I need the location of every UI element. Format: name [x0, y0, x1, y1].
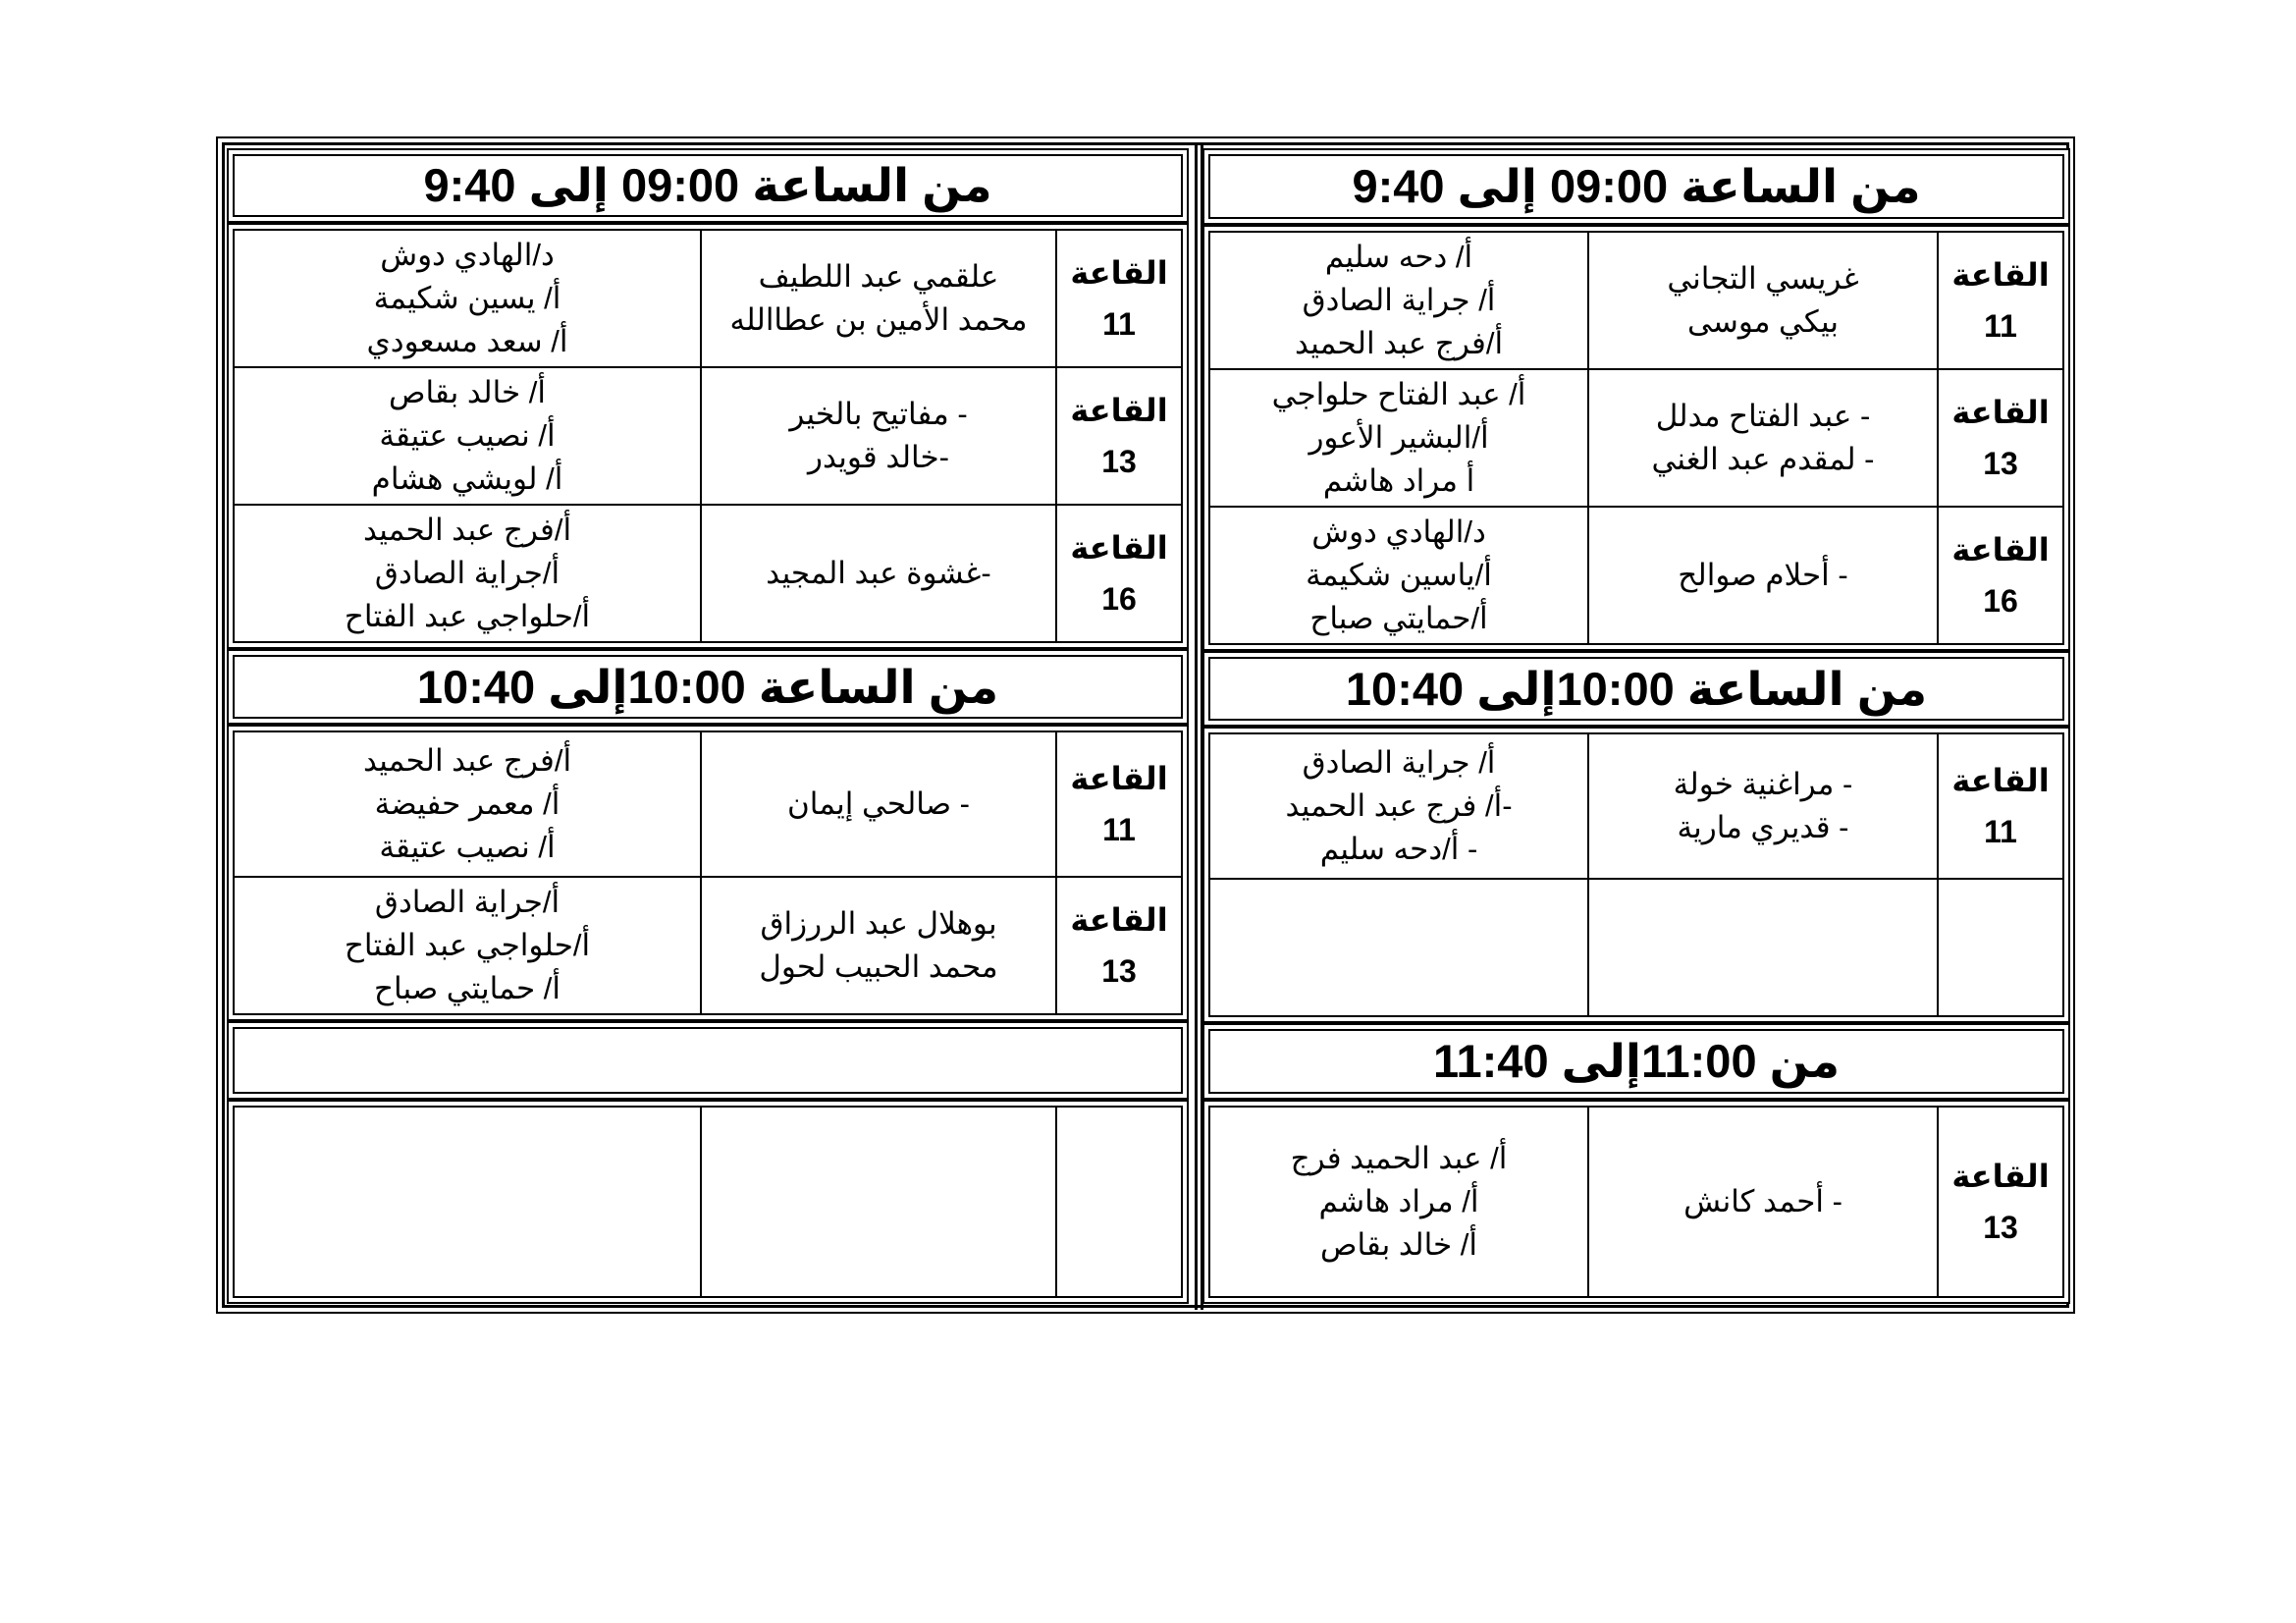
table-row — [1210, 734, 2062, 880]
student-name: بيكي موسى — [1687, 303, 1839, 339]
hall-label: القاعة — [1070, 760, 1168, 796]
committee-cell — [1210, 734, 1587, 878]
hall-cell — [1937, 508, 2062, 643]
hall-label: القاعة — [1070, 393, 1168, 429]
session-table — [233, 229, 1183, 643]
committee-member: أ/حلواجي عبد الفتاح — [344, 927, 591, 962]
committee-member: أ/جراية الصادق — [374, 556, 561, 591]
hall-cell — [1055, 878, 1181, 1013]
hall-cell — [1055, 231, 1181, 366]
hall-cell — [1937, 1108, 2062, 1296]
committee-member: - أ/دحه سليم — [1319, 832, 1478, 867]
table-row — [1210, 1108, 2062, 1296]
session-table — [233, 730, 1183, 1015]
session-table — [1208, 1106, 2064, 1298]
session-table — [233, 1106, 1183, 1298]
student-name: - عبد الفتاح مدلل — [1655, 398, 1871, 433]
students-cell — [700, 1108, 1055, 1296]
hall-number: 11 — [1984, 814, 2017, 850]
table-row — [1210, 880, 2062, 1015]
student-name: - صالحي إيمان — [787, 785, 970, 821]
students-cell — [700, 506, 1055, 641]
hall-number: 11 — [1984, 307, 2017, 344]
session-table — [1208, 231, 2064, 645]
student-name: غريسي التجاني — [1667, 260, 1859, 296]
committee-member: أ/حلواجي عبد الفتاح — [344, 599, 591, 634]
committee-cell — [235, 878, 700, 1013]
student-name: محمد الأمين بن عطاالله — [729, 302, 1028, 338]
hall-number: 11 — [1102, 306, 1136, 343]
session-time-header — [233, 1027, 1183, 1094]
hall-cell — [1937, 370, 2062, 506]
committee-member: د/الهادي دوش — [1311, 514, 1486, 549]
committee-member: أ مراد هاشم — [1322, 462, 1475, 498]
table-row — [235, 231, 1181, 368]
hall-cell — [1055, 368, 1181, 504]
session-table — [1208, 732, 2064, 1017]
committee-member: أ/ دحه سليم — [1324, 239, 1473, 274]
student-name: -غشوة عبد المجيد — [766, 556, 991, 591]
hall-label: القاعة — [1070, 530, 1168, 567]
committee-cell — [235, 732, 700, 876]
left-panel — [227, 148, 1189, 1304]
committee-member: أ/ سعد مسعودي — [366, 324, 568, 359]
hall-number: 13 — [1983, 1210, 2018, 1246]
students-cell — [1587, 370, 1937, 506]
committee-member: أ/ معمر حفيضة — [374, 785, 561, 821]
table-row — [1210, 233, 2062, 370]
hall-cell — [1055, 506, 1181, 641]
student-name: - قديري مارية — [1677, 810, 1849, 845]
committee-member: أ/ نصيب عتيقة — [379, 418, 556, 454]
session-time-header: من 11:00إلى 11:40 — [1208, 1029, 2064, 1094]
committee-member: أ/ جراية الصادق — [1302, 745, 1496, 781]
students-cell — [700, 732, 1055, 876]
committee-member: أ/فرج عبد الحميد — [362, 742, 572, 778]
committee-cell — [1210, 1108, 1587, 1296]
committee-member: أ/حمايتي صباح — [1309, 600, 1488, 635]
hall-cell — [1937, 734, 2062, 878]
table-row — [235, 732, 1181, 878]
hall-label: القاعة — [1070, 255, 1168, 292]
committee-cell — [235, 368, 700, 504]
committee-member: -أ/ فرج عبد الحميد — [1285, 788, 1513, 824]
students-cell — [1587, 233, 1937, 368]
hall-number: 13 — [1983, 445, 2018, 481]
committee-member: أ/ يسين شكيمة — [373, 281, 561, 316]
hall-number: 13 — [1101, 952, 1137, 989]
table-row — [235, 506, 1181, 641]
committee-member: أ/ عبد الفتاح حلواجي — [1271, 376, 1526, 411]
student-name: - مراغنية خولة — [1673, 767, 1853, 802]
committee-member: أ/ نصيب عتيقة — [379, 829, 556, 864]
hall-label: القاعة — [1951, 256, 2050, 293]
committee-member: د/الهادي دوش — [380, 238, 555, 273]
committee-member: أ/فرج عبد الحميد — [1294, 325, 1504, 360]
hall-number: 13 — [1101, 444, 1137, 480]
committee-member: أ/ لويشي هشام — [371, 461, 563, 497]
hall-number: 16 — [1983, 582, 2018, 619]
center-divider — [1195, 142, 1198, 1310]
students-cell — [700, 231, 1055, 366]
student-name: محمد الحبيب لحول — [759, 948, 998, 984]
table-row — [1210, 370, 2062, 508]
committee-cell — [1210, 880, 1587, 1015]
students-cell — [1587, 1108, 1937, 1296]
hall-cell — [1055, 1108, 1181, 1296]
committee-cell — [1210, 370, 1587, 506]
committee-member: أ/البشير الأعور — [1308, 419, 1489, 455]
hall-cell — [1937, 880, 2062, 1015]
committee-cell — [235, 506, 700, 641]
student-name: علقمي عبد اللطيف — [758, 259, 999, 295]
session-time-header: من الساعة 10:00إلى 10:40 — [1208, 657, 2064, 722]
students-cell — [1587, 508, 1937, 643]
table-row — [235, 878, 1181, 1013]
committee-member: أ/ خالد بقاص — [1320, 1227, 1478, 1263]
committee-member: أ/ مراد هاشم — [1318, 1184, 1479, 1219]
hall-label: القاعة — [1951, 763, 2050, 799]
right-panel — [1202, 148, 2070, 1304]
student-name: - أحمد كانش — [1683, 1184, 1842, 1219]
student-name: - لمقدم عبد الغني — [1651, 441, 1875, 476]
hall-cell — [1055, 732, 1181, 876]
student-name: بوهلال عبد الررزاق — [760, 905, 997, 941]
student-name: - أحلام صوالح — [1678, 557, 1848, 592]
hall-label: القاعة — [1951, 394, 2050, 430]
hall-number: 11 — [1102, 811, 1136, 847]
committee-member: أ/ياسين شكيمة — [1306, 557, 1492, 592]
committee-member: أ/ عبد الحميد فرج — [1290, 1141, 1508, 1176]
hall-number: 16 — [1101, 581, 1137, 618]
committee-member: أ/ خالد بقاص — [389, 375, 547, 410]
hall-label: القاعة — [1951, 531, 2050, 568]
session-time-header: من الساعة 10:00إلى 10:40 — [233, 655, 1183, 718]
committee-member: أ/فرج عبد الحميد — [362, 513, 572, 548]
students-cell — [1587, 734, 1937, 878]
hall-label: القاعة — [1951, 1159, 2050, 1195]
table-row — [235, 1108, 1181, 1296]
committee-cell — [235, 231, 700, 366]
students-cell — [1587, 880, 1937, 1015]
table-row — [1210, 508, 2062, 643]
committee-cell — [235, 1108, 700, 1296]
students-cell — [700, 878, 1055, 1013]
committee-member: أ/جراية الصادق — [374, 884, 561, 919]
committee-cell — [1210, 508, 1587, 643]
hall-label: القاعة — [1070, 901, 1168, 938]
hall-cell — [1937, 233, 2062, 368]
session-time-header: من الساعة 09:00 إلى 9:40 — [1208, 154, 2064, 219]
student-name: - مفاتيح بالخير — [789, 397, 968, 432]
students-cell — [700, 368, 1055, 504]
committee-member: أ/ حمايتي صباح — [374, 970, 561, 1005]
session-time-header: من الساعة 09:00 إلى 9:40 — [233, 154, 1183, 217]
student-name: -خالد قويدر — [808, 440, 949, 475]
table-row — [235, 368, 1181, 506]
committee-cell — [1210, 233, 1587, 368]
committee-member: أ/ جراية الصادق — [1302, 282, 1496, 317]
